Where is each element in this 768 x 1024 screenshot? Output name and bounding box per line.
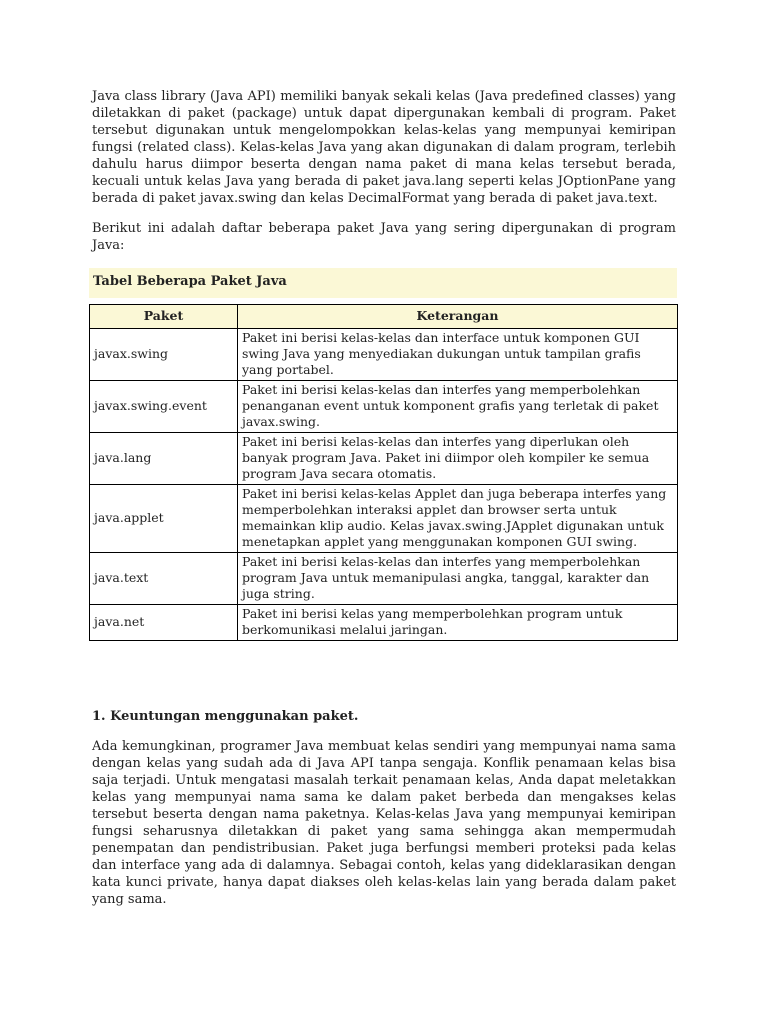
section-heading: 1. Keuntungan menggunakan paket. (92, 709, 359, 724)
header-paket: Paket (90, 305, 238, 329)
package-description-cell: Paket ini berisi kelas-kelas dan interfes yang memperbolehkan program Java untuk memanipulasi angka, tanggal, karakter dan juga string. (238, 553, 678, 605)
table-row (90, 381, 678, 433)
package-description-cell: Paket ini berisi kelas-kelas dan interface untuk komponen GUI swing Java yang menyediakan dukungan untuk tampilan grafis yang portabel. (238, 329, 678, 381)
package-name-cell: javax.swing.event (90, 381, 238, 433)
table-row (90, 605, 678, 641)
package-name-cell: java.applet (90, 485, 238, 553)
package-description-cell: Paket ini berisi kelas-kelas Applet dan juga beberapa interfes yang memperbolehkan interaksi applet dan browser serta untuk memainkan klip audio. Kelas javax.swing.JApplet digunakan untuk menetapkan applet yang menggunakan komponen GUI swing. (238, 485, 678, 553)
package-name-cell: java.text (90, 553, 238, 605)
table-row (90, 485, 678, 553)
table-header-row (90, 305, 678, 329)
package-description-cell: Paket ini berisi kelas-kelas dan interfes yang diperlukan oleh banyak program Java. Paket ini diimpor oleh kompiler ke semua program Java secara otomatis. (238, 433, 678, 485)
header-keterangan: Keterangan (238, 305, 678, 329)
package-table (89, 304, 678, 641)
package-name-cell: java.net (90, 605, 238, 641)
list-intro-paragraph: Berikut ini adalah daftar beberapa paket Java yang sering dipergunakan di program Java: (92, 221, 676, 253)
package-name-cell: javax.swing (90, 329, 238, 381)
table-row (90, 329, 678, 381)
package-name-cell: java.lang (90, 433, 238, 485)
package-description-cell: Paket ini berisi kelas yang memperbolehkan program untuk berkomunikasi melalui jaringan. (238, 605, 678, 641)
table-row (90, 553, 678, 605)
package-description-cell: Paket ini berisi kelas-kelas dan interfes yang memperbolehkan penanganan event untuk komponent grafis yang terletak di paket javax.swing. (238, 381, 678, 433)
section-body-paragraph: Ada kemungkinan, programer Java membuat kelas sendiri yang mempunyai nama sama dengan kelas yang sudah ada di Java API tanpa sengaja. Konflik penamaan kelas bisa saja terjadi. Untuk mengatasi masalah terkait penamaan kelas, Anda dapat meletakkan kelas yang mempunyai nama sama ke dalam paket berbeda dan mengakses kelas tersebut beserta dengan nama paketnya. Kelas-kelas Java yang mempunyai kemiripan fungsi seharusnya diletakkan di paket yang sama sehingga akan mempermudah penempatan dan pendistribusian. Paket juga berfungsi memberi proteksi pada kelas dan interface yang ada di dalamnya. Sebagai contoh, kelas yang dideklarasikan dengan kata kunci private, hanya dapat diakses oleh kelas-kelas lain yang berada dalam paket yang sama. (92, 739, 676, 907)
intro-paragraph: Java class library (Java API) memiliki banyak sekali kelas (Java predefined classes) yang diletakkan di paket (package) untuk dapat dipergunakan kembali di program. Paket tersebut digunakan untuk mengelompokkan kelas-kelas yang mempunyai kemiripan fungsi (related class). Kelas-kelas Java yang akan digunakan di dalam program, terlebih dahulu harus diimpor beserta dengan nama paket di mana kelas tersebut berada, kecuali untuk kelas Java yang berada di paket java.lang seperti kelas JOptionPane yang berada di paket javax.swing dan kelas DecimalFormat yang berada di paket java.text. (92, 89, 676, 206)
table-caption: Tabel Beberapa Paket Java (89, 268, 677, 298)
table-row (90, 433, 678, 485)
